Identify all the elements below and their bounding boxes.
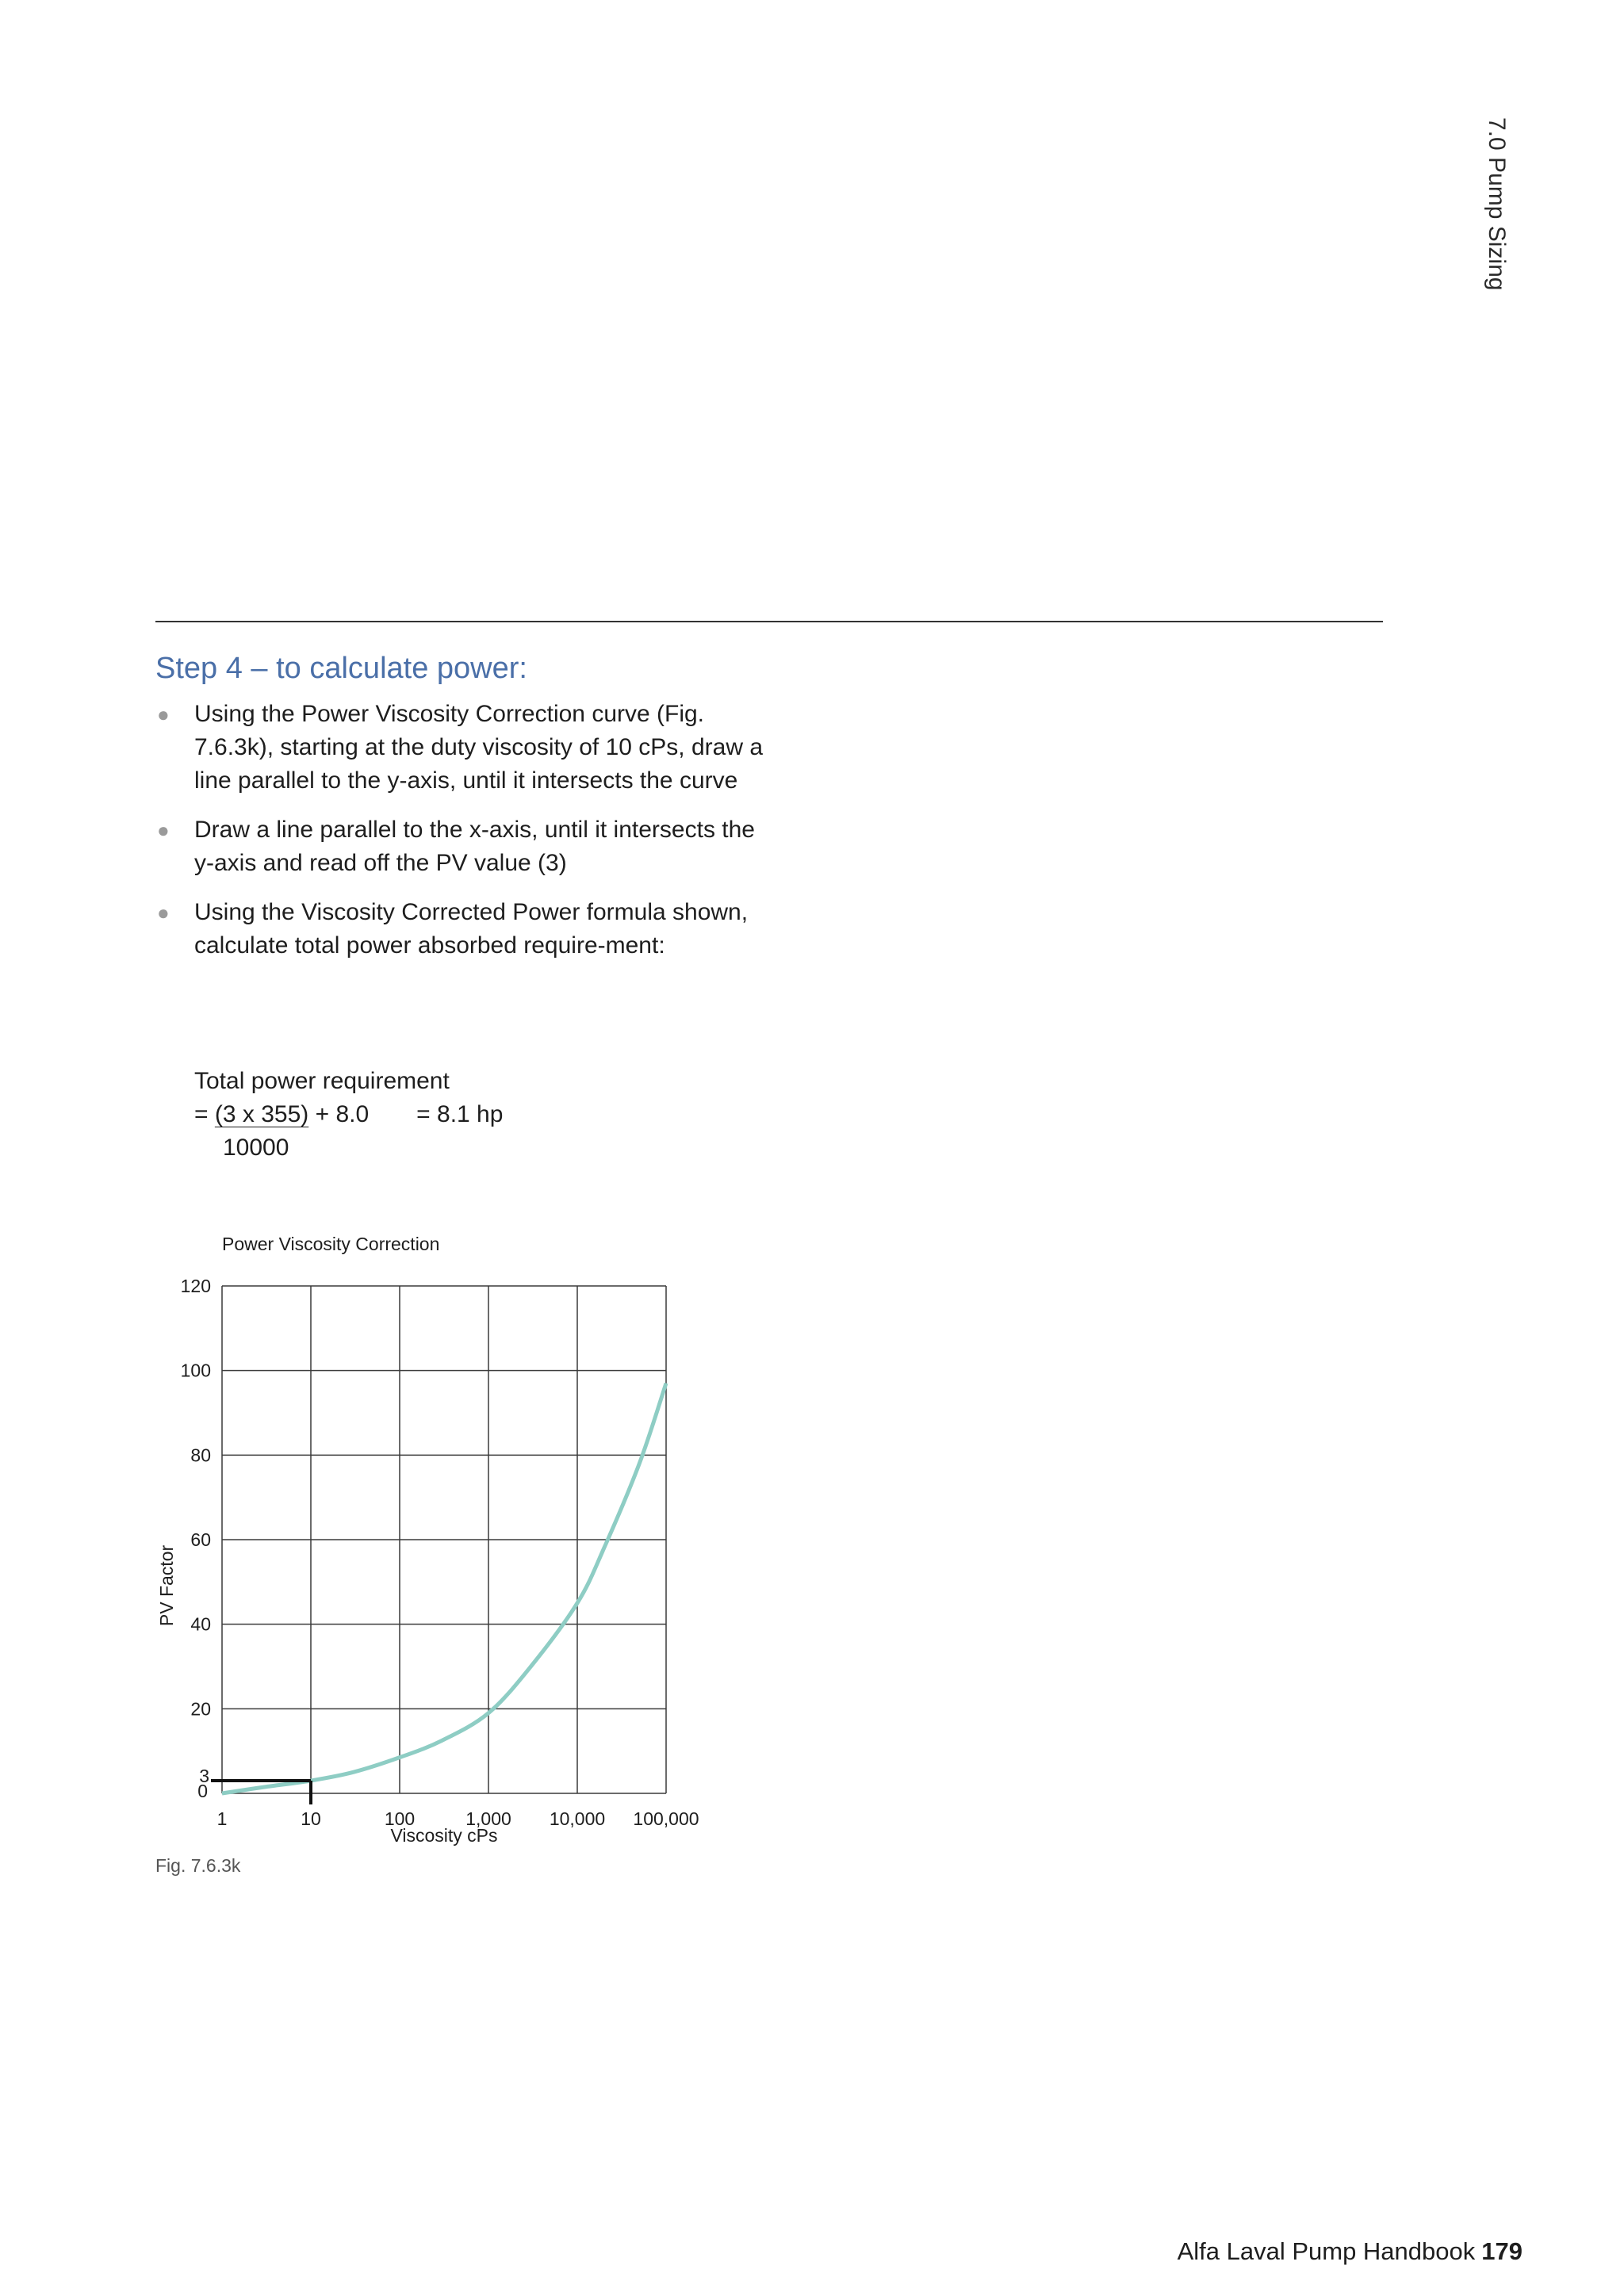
step-heading: Step 4 – to calculate power: <box>155 652 527 685</box>
annotation-label: 3 <box>199 1766 209 1786</box>
x-tick-label: 10,000 <box>549 1808 606 1829</box>
x-axis-label: Viscosity cPs <box>390 1825 498 1846</box>
calculation-formula: = (3 x 355) + 8.0 = 8.1 hp <box>194 1101 504 1127</box>
y-tick-label: 120 <box>180 1276 211 1296</box>
y-tick-label: 100 <box>180 1360 211 1381</box>
y-tick-label: 80 <box>190 1445 211 1466</box>
y-tick-label: 40 <box>190 1613 211 1635</box>
section-side-tab: 7.0 Pump Sizing <box>1484 117 1510 291</box>
y-tick-label: 20 <box>190 1698 211 1720</box>
section-divider <box>155 621 1383 622</box>
formula-numerator: (3 x 355) <box>214 1101 309 1127</box>
page-footer <box>1178 2237 1522 2266</box>
formula-result: = 8.1 hp <box>416 1101 504 1127</box>
chart-axes <box>181 1276 699 1829</box>
x-tick-label: 1 <box>216 1808 228 1829</box>
y-axis-label: PV Factor <box>156 1544 177 1627</box>
page-number: 179 <box>1481 2237 1522 2265</box>
pv-correction-chart <box>0 1221 777 1855</box>
formula-denominator: 10000 <box>223 1135 289 1161</box>
calculation-label: Total power requirement <box>194 1068 450 1094</box>
x-tick-label: 10 <box>301 1808 321 1829</box>
list-item: ● Draw a line parallel to the x-axis, until it intersects the y-axis and read off the PV value (3) <box>155 813 774 880</box>
instruction-list <box>155 698 774 978</box>
bullet-icon: ● <box>157 702 170 726</box>
chart-series-line <box>222 1383 666 1793</box>
list-item: ● Using the Power Viscosity Correction curve (Fig. 7.6.3k), starting at the duty viscosity of 10 cPs, draw a line parallel to the y-axis, until it intersects the curve <box>155 698 774 798</box>
publication-title: Alfa Laval Pump Handbook <box>1177 2237 1476 2265</box>
y-tick-label: 0 <box>197 1781 208 1801</box>
x-tick-label: 1,000 <box>465 1808 511 1829</box>
power-calculation <box>194 1065 503 1165</box>
list-item: ● Using the Viscosity Corrected Power formula shown, calculate total power absorbed require-ment: <box>155 896 774 962</box>
y-tick-label: 60 <box>190 1529 211 1550</box>
figure-caption: Fig. 7.6.3k <box>155 1855 241 1876</box>
x-tick-label: 100,000 <box>633 1808 699 1829</box>
chart-grid <box>222 1286 666 1793</box>
bullet-icon: ● <box>157 818 170 842</box>
bullet-icon: ● <box>157 901 170 924</box>
chart-title: Power Viscosity Correction <box>222 1234 440 1254</box>
x-tick-label: 100 <box>384 1808 416 1829</box>
